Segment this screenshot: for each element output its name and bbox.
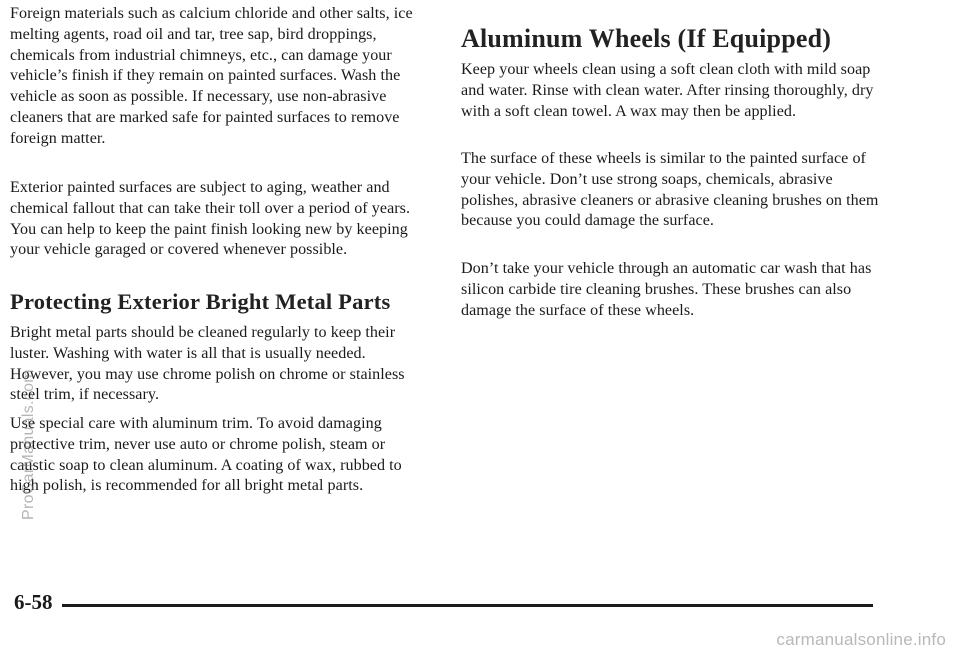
paragraph-aluminum-trim: Use special care with aluminum trim. To avoid damaging protective trim, never use auto or chrome polish, steam or caustic soap to clean aluminum. A coating of wax, rubbed to high polish, is recommended for all bright metal parts.	[10, 415, 402, 495]
vertical-watermark: ProCarManuals.com	[20, 369, 37, 520]
page-number: 6-58	[14, 590, 53, 614]
bottom-watermark: carmanualsonline.info	[776, 630, 946, 649]
heading-aluminum-wheels: Aluminum Wheels (If Equipped)	[461, 24, 832, 53]
paragraph-foreign-materials: Foreign materials such as calcium chloride and other salts, ice melting agents, road oil and tar, tree sap, bird droppings, chemicals from industrial chimneys, etc., can damage your vehicle’s finish if they remain on painted surfaces. Wash the vehicle as soon as possible. If necessary, use non-abrasive cleaners that are marked safe for painted surfaces to remove foreign matter.	[10, 5, 413, 147]
paragraph-bright-metal-cleaning: Bright metal parts should be cleaned regularly to keep their luster. Washing with water is all that is usually needed. However, you may use chrome polish on chrome or stainless steel trim, if necessary.	[10, 324, 405, 404]
footer-rule-divider	[62, 604, 873, 607]
paragraph-wheel-cleaning: Keep your wheels clean using a soft clean cloth with mild soap and water. Rinse with clean water. After rinsing thoroughly, dry with a soft clean towel. A wax may then be applied.	[461, 61, 874, 120]
paragraph-car-wash-warning: Don’t take your vehicle through an automatic car wash that has silicon carbide tire cleaning brushes. These brushes can also damage the surface of these wheels.	[461, 260, 872, 319]
paragraph-exterior-painted-surfaces: Exterior painted surfaces are subject to aging, weather and chemical fallout that can take their toll over a period of years. You can help to keep the paint finish looking new by keeping your vehicle garaged or covered whenever possible.	[10, 179, 411, 259]
paragraph-wheel-surface: The surface of these wheels is similar to the painted surface of your vehicle. Don’t use strong soaps, chemicals, abrasive polishes, abrasive cleaners or abrasive cleaning brushes on them because you could damage the surface.	[461, 150, 879, 230]
heading-protecting-bright-metal: Protecting Exterior Bright Metal Parts	[10, 289, 391, 314]
